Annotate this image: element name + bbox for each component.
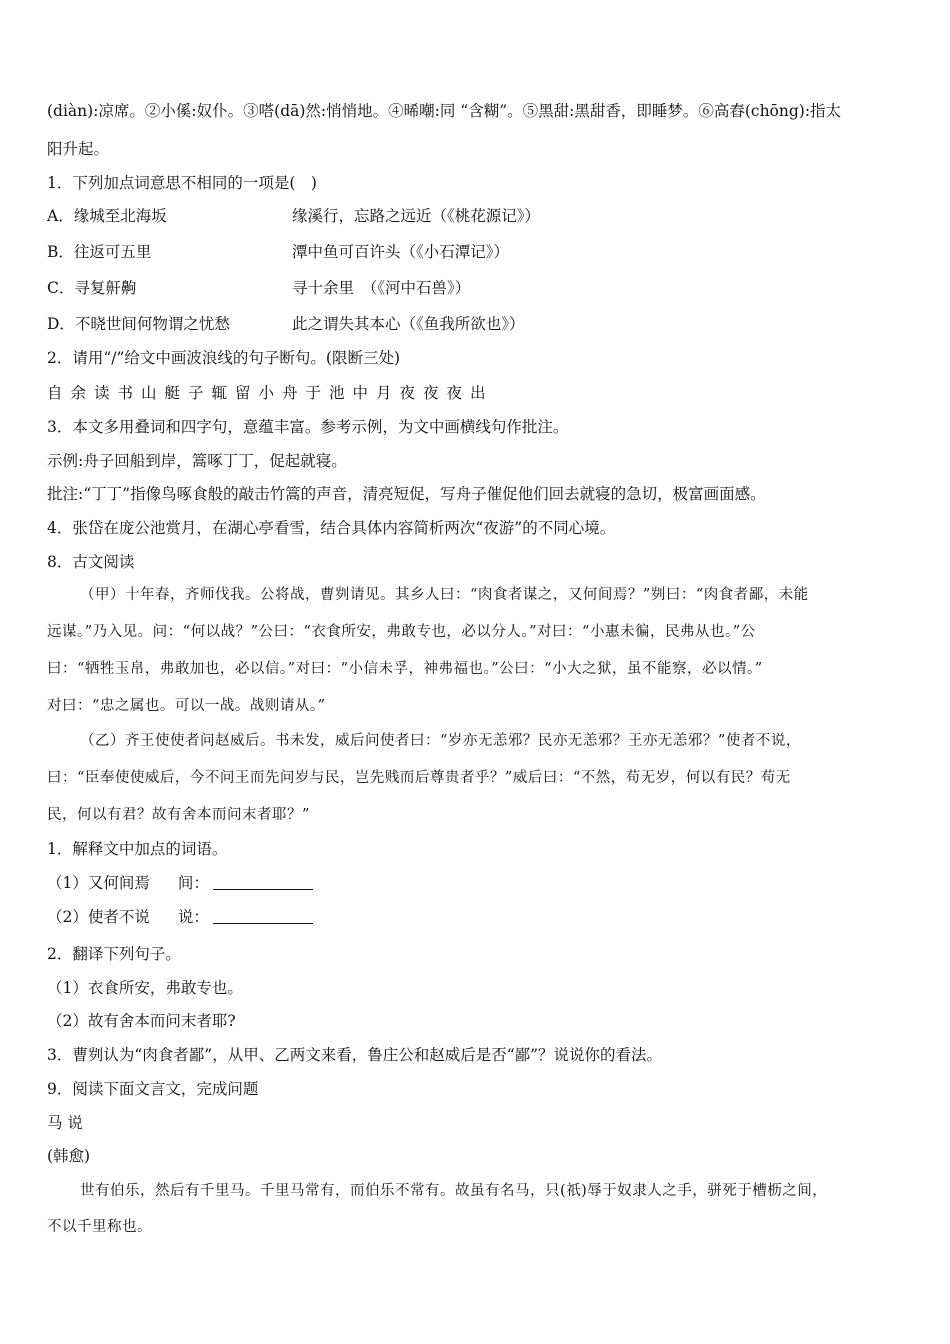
option-b-right: 潭中鱼可百许头（《小石潭记》） <box>292 243 510 261</box>
passage-a-line-3: 曰：“牺牲玉帛，弗敢加也，必以信。”对曰：“小信未孚，神弗福也。”公曰：“小大之狱，虽不能察，必以情。” <box>47 661 763 677</box>
section-9-text-line-2: 不以千里称也。 <box>47 1219 152 1235</box>
passage-a-line-1: （甲）十年春，齐师伐我。公将战，曹刿请见。其乡人曰：“肉食者谋之，又何间焉？”刿曰：“肉食者鄙，未能 <box>80 587 809 603</box>
section-9-title: 马 说 <box>47 1114 83 1132</box>
question-2-text: 自余读书山艇子辄留小舟于池中月夜夜夜出 <box>47 384 494 402</box>
s8-q1-item-2-word: 说： <box>177 908 209 926</box>
option-b-left: B．往返可五里 <box>47 243 152 261</box>
question-3-example: 示例:舟子回船到岸，篙啄丁丁，促起就寝。 <box>47 452 347 470</box>
s8-q1-item-2-label: （2）使者不说 <box>47 908 150 926</box>
option-a-left: A．缘城至北海坂 <box>47 207 167 225</box>
option-c <box>47 277 907 299</box>
passage-b-line-2: 曰：“臣奉使使威后，今不问王而先问岁与民，岂先贱而后尊贵者乎？”威后曰：“不然，苟无岁，何以有民？苟无 <box>47 770 791 786</box>
option-c-right: 寻十余里 （《河中石兽》） <box>292 279 471 297</box>
note-line-2: 阳升起。 <box>47 140 110 158</box>
passage-a-line-2: 远谋。”乃入见。问：“何以战？”公曰：“衣食所安，弗敢专也，必以分人。”对曰：“小惠未徧，民弗从也。”公 <box>47 624 756 640</box>
option-d <box>47 313 907 335</box>
note-line-1: (diàn):凉席。②小傒:奴仆。③嗒(dā)然:悄悄地。④晞嘲:同 “含糊”。⑤黑甜:黑甜香，即睡梦。⑥高舂(chōng):指太 <box>47 102 842 120</box>
question-3-stem: 3．本文多用叠词和四字句，意蕴丰富。参考示例，为文中画横线句作批注。 <box>47 418 569 436</box>
passage-b-line-3: 民，何以有君？故有舍本而问末者耶？” <box>47 807 310 823</box>
option-d-left: D．不晓世间何物谓之忧愁 <box>47 315 230 333</box>
option-b <box>47 241 907 263</box>
s8-question-2-item-2: （2）故有舍本而问末者耶? <box>47 1012 236 1030</box>
s8-question-2-stem: 2．翻译下列句子。 <box>47 945 181 963</box>
s8-question-2-item-1: （1）衣食所安，弗敢专也。 <box>47 979 243 997</box>
question-4-stem: 4．张岱在庞公池赏月，在湖心亭看雪，结合具体内容简析两次“夜游”的不同心境。 <box>47 519 616 537</box>
section-9-heading: 9．阅读下面文言文，完成问题 <box>47 1080 259 1098</box>
passage-a-line-4: 对曰：“忠之属也。可以一战。战则请从。” <box>47 698 326 714</box>
passage-b-line-1: （乙）齐王使使者问赵威后。书未发，威后问使者曰：“岁亦无恙邪？民亦无恙邪？王亦无恙邪？”使者不说， <box>80 733 801 749</box>
s8-question-3-stem: 3．曹刿认为“肉食者鄙”，从甲、乙两文来看，鲁庄公和赵威后是否“鄙”？说说你的看法。 <box>47 1046 663 1064</box>
option-a <box>47 205 907 227</box>
answer-blank-2[interactable] <box>213 907 313 924</box>
option-a-right: 缘溪行，忘路之远近（《桃花源记》） <box>292 207 541 225</box>
question-2-stem: 2．请用“/”给文中画波浪线的句子断句。(限断三处) <box>47 349 401 367</box>
s8-q1-item-1-label: （1）又何间焉 <box>47 874 150 892</box>
answer-blank-1[interactable] <box>213 873 313 890</box>
question-3-annotation: 批注:“丁丁”指像鸟啄食般的敲击竹篙的声音，清亮短促，写舟子催促他们回去就寝的急切，极富画面感。 <box>47 485 766 503</box>
question-1-stem: 1．下列加点词意思不相同的一项是( ) <box>47 174 317 192</box>
section-9-author: (韩愈) <box>47 1147 91 1165</box>
s8-question-1-stem: 1．解释文中加点的词语。 <box>47 840 228 858</box>
section-8-heading: 8．古文阅读 <box>47 553 135 571</box>
s8-question-1-item-1 <box>47 872 313 894</box>
section-9-text-line-1: 世有伯乐，然后有千里马。千里马常有，而伯乐不常有。故虽有名马，只(祇)辱于奴隶人之手，骈死于槽枥之间， <box>80 1183 828 1199</box>
s8-question-1-item-2 <box>47 906 313 928</box>
s8-q1-item-1-word: 间： <box>177 874 209 892</box>
option-d-right: 此之谓失其本心（《鱼我所欲也》） <box>292 315 525 333</box>
option-c-left: C．寻复鼾齁 <box>47 279 137 297</box>
